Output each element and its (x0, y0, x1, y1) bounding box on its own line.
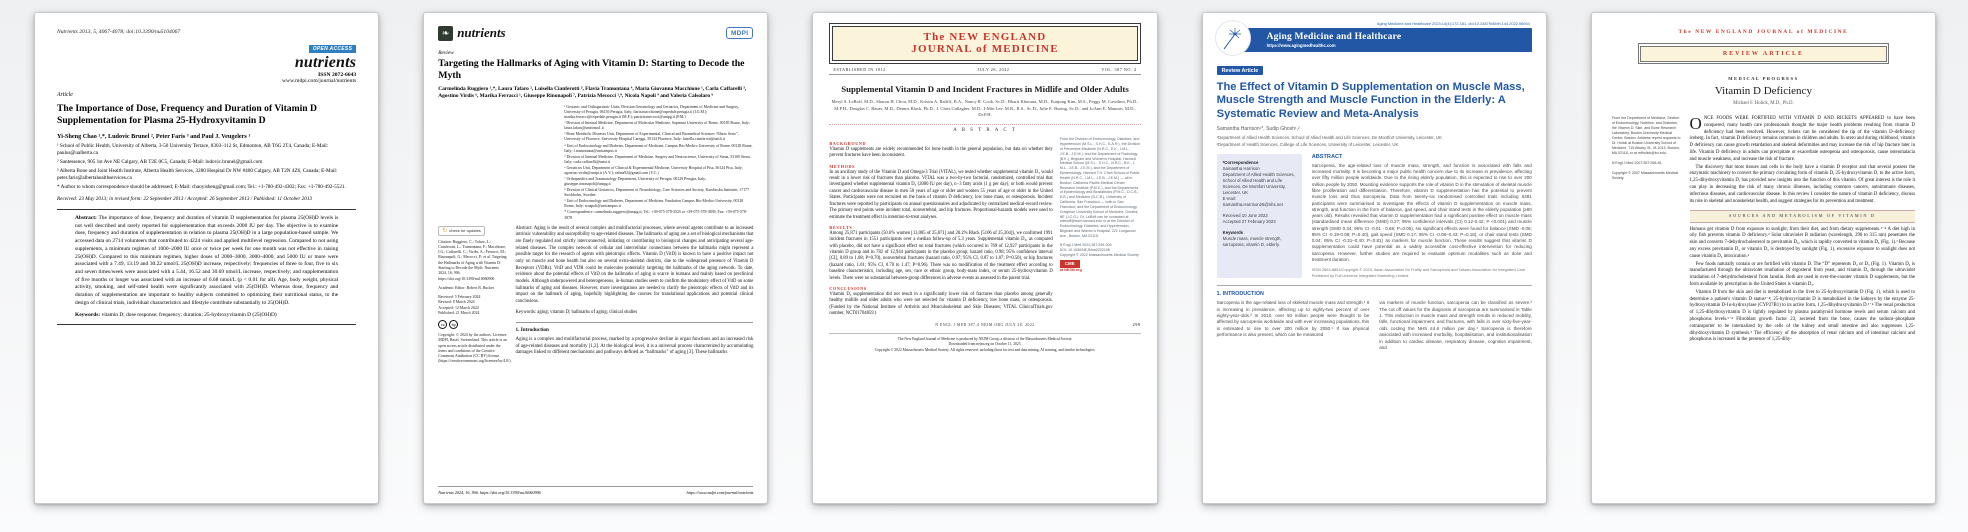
masthead-line2: JOURNAL of MEDICINE (911, 43, 1059, 56)
keywords-text: vitamin D; dose response; frequency; duration; 25-hydroxyvitamin D (25(OH)D) (101, 312, 277, 319)
affiliation-list (1217, 135, 1532, 147)
affiliation-item: ¹ School of Public Health, University of Alberta, 3-50 University Terrace, 8303–112 St, Edmonton, AB T6G 2T4, Canada; E-Mail: paulus@ualberta.ca (57, 142, 329, 156)
margin-notes-column (1612, 116, 1682, 345)
correspondence-note: * Correspondence: carmelinda.ruggiero@unipg.it; Tel.: +39-075-578-3525 or +39-075-578-3839; Fax: +39-075-578-3878 (564, 210, 748, 220)
accepted-line: Accepted: 12 March 2024 (438, 305, 479, 310)
divider (516, 322, 754, 323)
methods-heading: METHODS (829, 163, 856, 169)
affiliation-item: ⁸ Division of Clinical Geriatrics, Department of Neurobiology, Care Sciences and Society, Karolinska Institutet, 17177 Stockholm, Sweden (564, 188, 750, 198)
results-heading: RESULTS (829, 224, 853, 230)
cme-badge[interactable]: CME (1060, 260, 1080, 268)
page-footer (829, 323, 1140, 327)
nejm-masthead: The NEW ENGLAND JOURNAL of MEDICINE (1678, 29, 1849, 35)
affiliation-item: ¹ Geriatric and Orthogeriatric Units, Division Gerontology and Geriatrics, Department of Medicine and Surgery, University of Perugia, 06156 Perugia, Italy; ilaria.macchione@ospedale.perugia.it (I.G.M.); marika.ferracci@ospedale.perugia.it (M.F.); patrizia.mecocci@unipg.it (P.M.) (564, 105, 739, 120)
open-access-badge[interactable]: OPEN ACCESS (309, 45, 357, 53)
disclaimer-line: Copyright © 2022 Massachusetts Medical Society. All rights reserved, including those for text and data mining, AI training, and similar technologies. (874, 347, 1096, 352)
journal-url: www.mdpi.com/journal/nutrients (281, 77, 357, 84)
affiliation-item: ⁶ Geriatrics Unit, Department of Clinical & Experimental Medicine, University Hospital of Pisa, 56124 Pisa, Italy; agostino.virdis@unipi.it (A.V.); valina92@gmail.com (V.C.) (564, 165, 743, 175)
correspondence-label: *Correspondence (1222, 159, 1259, 165)
paragraph: Few foods naturally contain or are fortified with vitamin D. The “D” represents D₂ or D₃ (Fig. 1). Vitamin D₂ is manufactured through the ultraviolet irradiation of ergosterol from yeast, and vitamin D₃ through the ultraviolet irradiation of 7-dehydrocholesterol from lanolin. Both are used in over-the-counter vitamin D supplements, but the form available by prescription in the United States is vitamin D₃. (1689, 261, 1916, 287)
affiliation-item: ⁹ Unit of Endocrinology and Diabetes, Department of Medicine, Fundation Campus Bio-Medico University, 00128 Rome, Italy; n.napoli@unicampus.it (564, 199, 744, 209)
affiliation-item: ¹Department of Allied Health Sciences, School of Allied Health and Life Sciences, De Montfort University, Leicester, UK (1216, 135, 1442, 141)
nutrients-logo (438, 25, 505, 41)
copyright-line: Copyright © 2007 Massachusetts Medical Society. (1611, 171, 1679, 181)
journal-citation-line: Aging Medicine and Healthcare 2023;14(4):172-181. doi:10.33879/AMH.144.2022.06054 (1376, 21, 1530, 26)
affiliation-list (57, 143, 356, 191)
introduction-column-2: via markers of muscle function, sarcopenia can be classified as severe.³ The cut off values for the diagnosis of sarcopenia are summarised in Table 1. This reduction in muscle mass and strength results in reduced mobility, falls, functional impairment, and fractures, with falls in over sixty-five-year-olds costing the NHS £4.6 million per day.⁴ Sarcopenia is therefore associated with increased morbidity, hospitalisation, and institutionalisation in addition to cardiac disease, respiratory disease, cognitive impairment, and (1379, 300, 1532, 351)
paper-title: The Importance of Dose, Frequency and Duration of Vitamin D Supplementation for Plasma 25-Hydroxyvitamin D (57, 102, 317, 126)
review-article-frame (1638, 43, 1889, 64)
affiliation-item: ⁵ Division of Internal Medicine, Department of Medicine, Surgery and Neuroscience, University of Siena, 53100 Siena, Italy; carla.caffarelli@unisi.it (564, 154, 751, 164)
article-type-label: Review (438, 50, 454, 56)
history-block (438, 295, 507, 316)
paragraph: Humans get vitamin D from exposure to sunlight, from their diet, and from dietary supplements.¹⁻⁴ A diet high in oily fish prevents vitamin D deficiency.³ Solar ultraviolet B radiation (wavelength, 290 to 315 nm) penetrates the skin and converts 7-dehydrocholesterol to previtamin D₃, which is rapidly converted to vitamin D₃ (Fig. 1).¹ Because any excess previtamin D₃ or vitamin D₃ is destroyed by sunlight (Fig. 1), excessive exposure to sunlight does not cause vitamin D₃ intoxication.² (1689, 226, 1916, 259)
author-list: Yi-Sheng Chao ¹,*, Ludovic Brunel ², Peter Faris ³ and Paul J. Veugelers ¹ (57, 132, 251, 140)
main-text-column (1690, 116, 1915, 345)
introduction-heading: 1. Introduction (515, 327, 549, 334)
issue-date: JULY 28, 2022 (977, 67, 1010, 73)
affiliation-item: ² Division of Internal Medicine, Department of Molecular Medicine, Sapienza University of Rome, 00185 Rome, Italy; laura.tafaro@uniroma1.it (564, 121, 750, 131)
journal-citation-line: Nutrients 2013, 5, 4067-4078; doi:10.3390/nu5104067 (57, 29, 181, 35)
paper-nejm-2022[interactable] (812, 12, 1157, 504)
abstract-text: Abstract: Aging is the result of several complex and multifactorial processes, where several agents contribute to an increased intrinsic vulnerability and susceptibility to age-related diseases. The hallmarks of aging are a set of biological mechanisms that are finely regulated and strictly interconnected, initiating or contributing to biological changes and anticipating several age-related diseases. The complex network of cellular and intercellular connections between the hallmarks might represent a possible target for the research of agents with pleiotropic effects. Vitamin D (VitD) is known to have a positive impact not only on muscle and bone health but also on several extra-skeletal districts, due to the widespread presence of Vitamin D Receptors (VDRs). VitD and VDR could be molecules potentially targeting the hallmarks of the aging network. To date, evidence about the potential effects of VitD on the hallmarks of aging is scarce in humans and mainly based on preclinical models. Although underpowered and heterogeneous, in-human studies seem to confirm the modulatory effect of VitD on some hallmarks of aging and diseases. However, more investigations are needed to clarify the pleiotropic effects of VitD and its impact on the hallmark of aging, hopefully highlighting the courses for translational applications and potential clinical conclusions. (515, 225, 754, 305)
correspondence-name: Samantha Harrison (1222, 165, 1260, 171)
results-text: Among 25,871 participants (50.6% women [13,085 of 25,871] and 20.2% Black [5106 of 25,304]), we confirmed 1991 incident fractures in 1551 participants over a median follow-up of 5.3 years. Supplemental vitamin D₃, as compared with placebo, did not have a significant effect on total fractures (which occurred in 769 of 12,927 participants in the vitamin D group and in 782 of 12,944 participants in the placebo group; hazard ratio, 0.98; 95% confidence interval [CI], 0.89 to 1.08; P=0.70), nonvertebral fractures (hazard ratio, 0.97; 95% CI, 0.87 to 1.07; P=0.50), or hip fractures (hazard ratio, 1.01; 95% CI, 0.70 to 1.47; P=0.96). There was no modification of the treatment effect according to baseline characteristics, including age, sex, race or ethnic group, body-mass index, or serum 25-hydroxyvitamin D levels. There were no substantial between-group differences in adverse events as assessed in the parent trial. (829, 230, 1053, 281)
keywords-label: Keywords (1222, 230, 1244, 236)
nejm-citation: N Engl J Med 2022;387:299-309. (1059, 242, 1113, 247)
paper-title: Supplemental Vitamin D and Incident Fractures in Midlife and Older Adults (841, 84, 1129, 95)
affiliation-list (564, 105, 753, 221)
check-for-updates-badge[interactable] (438, 226, 485, 236)
disclaimer-line: Downloaded from nejm.org on October 11, 2025. (948, 342, 1022, 347)
review-article-box: REVIEW ARTICLE (1640, 46, 1886, 62)
nejm-masthead (832, 26, 1137, 61)
mdpi-badge[interactable]: MDPI (726, 27, 753, 39)
paper-4-content (1203, 13, 1546, 352)
two-column-body (829, 137, 1140, 317)
keywords-text: Muscle mass, muscle strength, sarcopenia, vitamin D, elderly. (1222, 236, 1282, 248)
affiliation-item: ³ Bone Metabolic Diseases Unit, Department of Experimental, Clinical and Biomedical Sciences “Mario Serio”, University of Florence, University Hospital Careggi, 50134 Florence, Italy; luisella.cianferotti@unifi.it (564, 132, 739, 142)
nutrients-logo-text: nutrients (457, 25, 506, 40)
cc-by-icon: by (449, 320, 458, 329)
paper-5-content (1592, 13, 1935, 345)
disclaimer-line: The New England Journal of Medicine is produced by NEJM Group, a division of the Massachusetts Medical Society. (897, 336, 1073, 341)
issn-copyright-line: ISSN 2663-8851/Copyright © 2023, Asian Association for Frailty and Sarcopenia and Taiwan Association for Integrated Care. Published by Full Universe Integrated Marketing Limited. (1311, 267, 1527, 278)
published-line: Published: 21 March 2024 (438, 310, 480, 315)
doi-line: DOI: 10.1056/NEJMoa2202106 (1059, 247, 1110, 252)
divider (57, 209, 356, 210)
abstract-heading: A B S T R A C T (953, 128, 1017, 134)
background-text: Vitamin D supplements are widely recommended for bone health in the general population, but data on whether they prevent fractures have been inconsistent. (829, 146, 1053, 159)
nutrients-leaf-icon: ❧ (438, 26, 453, 41)
author-list: Carmelinda Ruggiero ¹,*, Laura Tafaro ², Luisella Cianferotti ³, Flavia Tramontana ⁴, Maria Giovanna Macchione ¹, Carla Caffarelli ⁵, Agostino Virdis ⁶, Marika Ferracci ¹, Giuseppe Rinonapoli ⁷, Patrizia Mecocci ¹,⁸, Nicola Napoli ⁹ and Valeria Calsolaro ⁶ (438, 85, 747, 100)
issue-info-row (829, 64, 1140, 75)
paper-title: Targeting the Hallmarks of Aging with Vitamin D: Starting to Decode the Myth (438, 58, 745, 81)
paper-nutrients-2024[interactable] (423, 12, 768, 504)
received-line: Received 10 June 2022 (1222, 213, 1268, 219)
footer-journal-url: https://www.mdpi.com/journal/nutrients (686, 490, 754, 495)
drop-cap: O (1689, 114, 1702, 133)
introduction-heading: 1. INTRODUCTION (1216, 291, 1264, 298)
journal-header-right (57, 37, 356, 84)
paper-1-content (35, 13, 378, 325)
divider (1217, 285, 1532, 286)
background-heading: BACKGROUND (829, 141, 867, 147)
abstract-column (516, 226, 754, 369)
abstract-column (829, 137, 1052, 317)
two-column-body (438, 226, 753, 369)
conclusions-heading: CONCLUSIONS (829, 286, 867, 292)
article-type-label: Article (57, 91, 73, 98)
abstract-heading: ABSTRACT (1311, 153, 1343, 160)
affiliation-item: ⁷ Orthopaedics and Traumatology Department, University of Perugia, 06129 Perugia, Italy; giuseppe.rinonapoli@unipg.it (564, 177, 707, 187)
received-line: Received: 5 February 2024 (438, 295, 481, 300)
paragraph-text: NCE FOODS WERE FORTIFIED WITH VITAMIN D AND RICKETS APPEARED to have been conquered, many health care professionals thought the major health problems resulting from vitamin D deficiency had been resolved. However, rickets can be considered the tip of the vitamin D–deficiency iceberg. In fact, vitamin D deficiency remains common in children and adults. In utero and during childhood, vitamin D deficiency can cause growth retardation and skeletal deformities and may increase the risk of hip fracture later in life. Vitamin D deficiency in adults can precipitate or exacerbate osteopenia and osteoporosis, cause osteomalacia and muscle weakness, and increase the risk of fracture. (1689, 116, 1916, 162)
correspondence-note: * Author to whom correspondence should be addressed; E-Mail: chaoyisheng@gmail.com; Tel.: +1-780-492-4302; Fax: +1-780-492-5521. (57, 183, 346, 190)
issn-line: ISSN 2072-6643 (318, 71, 357, 78)
citation-reference (1060, 243, 1141, 258)
nutrients-logo: nutrients (294, 54, 357, 71)
affiliation-item: ³ Alberta Bone and Joint Health Institute, Alberta Health Services, 3280 Hospital Dr NW #400 Calgary, AB T2N 4Z6, Canada; E-Mail: peter.faris@albertahealthservices.ca (57, 167, 338, 181)
keywords-text: Keywords: aging; vitamin D; hallmarks of aging; clinical studies (515, 309, 638, 315)
two-column-body (1612, 116, 1915, 345)
divider (57, 324, 356, 325)
cme-at-nejm-label: at NEJM.org (1059, 268, 1082, 273)
correspondence-email: E-mail: Samantha.Harrison25@nhs.net (1222, 196, 1283, 208)
revised-line: Revised: 8 March 2024 (438, 300, 475, 305)
paper-nejm-2007[interactable] (1591, 12, 1936, 504)
correspondence-address: Department of Allied Health Sciences, School of Allied Health and Life Sciences, De Montfort University, Leicester, UK (1222, 171, 1295, 195)
page-number: 299 (1132, 321, 1141, 327)
keywords-label: Keywords: (75, 312, 101, 319)
abstract-block (75, 215, 338, 307)
introduction-column-1: Sarcopenia is the age-related loss of skeletal muscle mass and strength.¹ It is increasing in prevalence, affecting up to eighty-two percent of over eighty-year-olds.² In 2010, over 50 million people were thought to be affected by sarcopenia worldwide and with ever increasing populations, this is estimated to rise to over 200 million by 2050.¹ If low physical performance is also present, which can be measured (1216, 300, 1370, 338)
abstract-column (1312, 154, 1532, 278)
correspondence-sidebar (1217, 154, 1302, 278)
dandelion-logo-icon (1216, 21, 1250, 55)
citation-note: Citation: Ruggiero, C.; Tafaro, L.; Cianferotti, L.; Tramontana, F.; Macchione, I.G.; Caffarelli, C.; Virdis, A.; Ferracci, M.; Rinonapoli, G.; Mecocci, P.; et al. Targeting the Hallmarks of Aging with Vitamin D: Starting to Decode the Myth. Nutrients 2024, 16, 906. https://doi.org/10.3390/nu16060906 (438, 239, 507, 281)
cc-license-icons (438, 320, 507, 329)
review-article-badge: Review Article (1217, 66, 1264, 75)
abstract-text: Sarcopenia, the age-related loss of muscle mass, strength, and function is associated with falls and increased mortality. It is becoming a major public health concern due to its increase in prevalence, affecting over fifty million people worldwide. Due to the rising elderly population, this is expected to rise to over 200 million people by 2050. Mounting evidence supports the role of vitamin D in the stimulation of skeletal muscle fibre proliferation and differentiation. Therefore, vitamin D supplementation has the potential to prevent muscle loss and thus sarcopenia. Data from twenty-six randomised controlled trials including 6481 participants were summarised to investigate the effects of vitamin D supplementation on muscle mass, strength, and function in the form of balance, gait speed, and chair stand tests in the elderly population (≥60 years old). Results revealed that vitamin D supplementation had a significant positive effect on muscle mass (standardised mean difference (SMD) 0.27; 95% confidence intervals (CI) 0.12-0.42; P <0.001) and muscle strength (SMD 0.34; 95% CI -0.01 - 0.69; P=0.05). No significant effects were found for balance (SMD -0.06; 95% CI -0.19-0.08; P=0.40), gait speed (SMD 0.17; 95% CI -0.08–0.43; P=0.18), or chair stand tests (SMD 0.04; 95% CI -0.31–0.40; P=0.81) as markers for muscle function. These results suggest that vitamin D supplementation could have potential as a widely accessible cost-effective intervention for reducing sarcopenia. However, further studies are required to evaluate optimum modalities such as dose and treatment duration. (1311, 162, 1532, 262)
academic-editor-line: Academic Editor: Robert B. Rucker (438, 285, 495, 290)
cc-icon: cc (438, 320, 447, 329)
dandelion-svg (1220, 25, 1246, 51)
paper-title: The Effect of Vitamin D Supplementation on Muscle Mass, Muscle Strength and Muscle Function in the Elderly: A Systematic Review and Meta-Analysis (1216, 80, 1525, 120)
check-updates-label: check for updates (449, 227, 481, 233)
copyright-note: Copyright: © 2024 by the authors. Licensee MDPI, Basel, Switzerland. This article is an open access article distributed under the terms and conditions of the Creative Commons Attribution (CC BY) license (https://creativecommons.org/licenses/by/4.0/). (438, 333, 512, 364)
article-meta-sidebar (438, 226, 512, 369)
medical-progress-label: MEDICAL PROGRESS (1728, 76, 1799, 81)
affiliation-item: ⁴ Unit of Endocrinology and Diabetes, Department of Medicine, Campus Bio-Medico University of Rome, 00128 Rome, Italy; f.tramontana@unicampus.it (564, 143, 753, 153)
journal-header (438, 25, 753, 41)
paper-3-content (813, 13, 1156, 353)
page-footer (438, 486, 753, 495)
paragraph: Vitamin D from the skin and diet is metabolized in the liver to 25-hydroxyvitamin D (Fig. 1), which is used to determine a patient's vitamin D status¹⁻⁴; 25-hydroxyvitamin D is metabolized in the kidneys by the enzyme 25-hydroxyvitamin D-1α-hydroxylase (CYP27B1) to its active form, 1,25-dihydroxyvitamin D.¹⁻⁴ The renal production of 1,25-dihydroxyvitamin D is tightly regulated by plasma parathyroid hormone levels and serum calcium and phosphorus levels.¹⁻⁴ Fibroblast growth factor 23, secreted from the bone, causes the sodium–phosphate cotransporter to be internalized by the cells of the kidney and small intestine and also suppresses 1,25-dihydroxyvitamin D synthesis.⁵ The efficiency of the absorption of renal calcium and of intestinal calcium and phosphorus is increased in the presence of 1,25-dihy- (1689, 289, 1916, 343)
author-list: Meryl S. LeBoff, M.D., Sharon H. Chou, M.D., Kristin A. Ratliff, B.A., Nancy R. Cook, Sc.D., Bharti Khurana, M.D., Eunjung Kim, M.S., Peggy M. Cawthon, Ph.D., M.P.H., Douglas C. Bauer, M.D., Dennis Black, Ph.D., J. Chris Gallagher, M.D., I-Min Lee, M.B., B.S., Sc.D., Julie E. Buring, Sc.D., and JoAnn E. Manson, M.D., Dr.P.H. (831, 99, 1139, 118)
abstract-text: The importance of dose, frequency and duration of vitamin D supplementation for plasma 25(OH)D levels is not well described and rarely reported for supplementation that exceeds 2000 IU per day. The objective is to examine dose, frequency and duration of supplementation in relation to plasma 25(OH)D in a large population-based sample. We accessed data on 2714 volunteers that contributed to 4224 visits and applied multilevel regression. Compared to not using supplements, a minimum regimen of 1000–2000 IU once or twice per week for one month was not effective in raising 25(OH)D. Compared to this minimum regimen, higher doses of 2000–3000, 3000–4000, and 5000 IU or more were associated with a 7.49, 13.19 and 30.22 nmol/L 25(OH)D increase, respectively; frequencies of three to four, five to six and seven times/week were associated with a 5.44, 16.52 and 30.69 nmol/L increase, respectively; and supplementation of five months or longer was associated with an increase of 6.68 nmol/L (p < 0.01 for all). Age, body weight, physical activity, smoking, and self-rated health were significantly associated with 25(OH)D. Whereas dose, frequency and duration of supplementation are important to healthy subjects committed to optimizing their nutritional status, to the design of clinical trials, individual characteristics and lifestyle contribute substantially to 25(OH)D. (75, 215, 339, 306)
accepted-line: Accepted 27 February 2023 (1222, 219, 1276, 225)
abstract-label: Abstract: (75, 215, 97, 222)
volume-number: VOL. 387 NO. 4 (1101, 67, 1137, 73)
margin-notes-column (1060, 137, 1141, 317)
paper-2-content (424, 13, 767, 495)
updates-icon: ↻ (442, 227, 448, 234)
download-disclaimer (829, 333, 1140, 354)
paragraph: The discovery that most tissues and cells in the body have a vitamin D receptor and that several possess the enzymatic machinery to convert the primary circulating form of vitamin D, 25-hydroxyvitamin D, to the active form, 1,25-dihydroxyvitamin D, has provided new insights into the function of this vitamin. Of great interest is the role it can play in decreasing the risk of many chronic illnesses, including common cancers, autoimmune diseases, infectious diseases, and cardiovascular disease. In this review I consider the nature of vitamin D deficiency, discuss its role in skeletal and nonskeletal health, and suggest strategies for its prevention and treatment. (1689, 164, 1916, 204)
journal-url: https://www.agingmedhealthc.com (1266, 43, 1336, 48)
methods-text: In an ancillary study of the Vitamin D and Omega-3 Trial (VITAL), we tested whether supplemental vitamin D₃ would result in a lower risk of fractures than placebo. VITAL was a two-by-two factorial, randomized, controlled trial that investigated whether supplemental vitamin D₃ (2000 IU per day), n−3 fatty acids (1 g per day), or both would prevent cancer and cardiovascular disease in men 50 years of age or older and women 55 years of age or older in the United States. Participants were not recruited on the basis of vitamin D deficiency, low bone mass, or osteoporosis. Incident fractures were reported by participants on annual questionnaires and adjudicated by centralized medical-record review. The primary end points were incident total, nonvertebral, and hip fractures. Proportional-hazards models were used to estimate the treatment effect in intention-to-treat analyses. (829, 169, 1053, 220)
author-list: Samantha Harrison¹*, Sudip Ghosh¹,² (1216, 126, 1300, 133)
paper-title: Vitamin D Deficiency (1714, 85, 1812, 97)
dotted-divider (829, 124, 1140, 125)
journal-name: Aging Medicine and Healthcare (1266, 32, 1402, 42)
introduction-text: Aging is a complex and multifactorial process, marked by a progressive decline in organ functions and an increased risk of age-related diseases and mortality [1,2]. At the biological level, it is a universal process characterized by accumulating damages linked to different mechanisms and pathways defined as “hallmarks” of aging [3]. These hallmarks (515, 336, 754, 356)
two-column-body (1217, 154, 1532, 278)
masthead-line1: The NEW ENGLAND (923, 31, 1047, 43)
paper-nutrients-2013[interactable] (34, 12, 379, 504)
running-footer: N ENGL J MED 387;4 NEJM.ORG JULY 28, 2022 (935, 322, 1035, 327)
affiliation-note: From the Department of Medicine, Section of Endocrinology, Nutrition, and Diabetes, the Vitamin D, Skin, and Bone Research Laboratory, Boston University Medical Center, Boston. Address reprint requests to Dr. Holick at Boston University School of Medicine, 715 Albany St., M-1013, Boston, MA 02118, or at mfholick@bu.edu. (1611, 116, 1681, 156)
introduction-columns (1217, 300, 1532, 352)
established-label: ESTABLISHED IN 1812 (833, 67, 886, 73)
nejm-citation: N Engl J Med 2007;357:266-81. (1611, 161, 1663, 166)
affiliation-item: ²Department of Health Sciences, College of Life Sciences, University of Leicester, Leicester, UK (1216, 141, 1399, 147)
copyright-line: Copyright © 2022 Massachusetts Medical Society. (1059, 252, 1140, 257)
opening-paragraph (1690, 116, 1915, 164)
footer-citation: Nutrients 2024, 16, 906. https://doi.org/10.3390/nu16060906 (438, 490, 541, 495)
journal-banner (1223, 28, 1532, 52)
nejm-masthead-frame (829, 23, 1140, 64)
affiliation-note: From the Division of Endocrinology, Diabetes, and Hypertension (M.S.L., S.H.C., K.A.R.), the Division of Preventive Medicine (N.R.C., E.K., I-M.L., J.E.B., J.E.M.), and the Department of Radiology (B.K.), Brigham and Women's Hospital, Harvard Medical School (M.S.L., S.H.C., N.R.C., B.K., I-M.L., J.E.B., J.E.M.), and the Department of Epidemiology, Harvard T.H. Chan School of Public Health (N.R.C., I-M.L., J.E.B., J.E.M.) — all in Boston; California Pacific Medical Center Research Institute (P.M.C.), and the Departments of Epidemiology and Biostatistics (P.M.C., D.C.B., D.B.) and Medicine (D.C.B.), University of California, San Francisco — both in San Francisco; and the Department of Endocrinology, Creighton University School of Medicine, Omaha, NE (J.C.G.). Dr. LeBoff can be contacted at mleboff@bwh.harvard.edu or at the Division of Endocrinology, Diabetes, and Hypertension, Brigham and Women's Hospital, 221 Longwood Ave., Boston, MA 02115. (1059, 137, 1141, 239)
article-history-line: Received: 23 May 2013; in revised form: 22 September 2013 / Accepted: 26 September 2013 / Published: 11 October 2013 (57, 195, 313, 202)
keywords-block (75, 312, 338, 318)
author-name: Michael F. Holick, M.D., Ph.D. (1733, 101, 1794, 106)
conclusions-text: Vitamin D₃ supplementation did not result in a significantly lower risk of fractures than placebo among generally healthy midlife and older adults who were not selected for vitamin D deficiency, low bone mass, or osteoporosis. (Funded by the National Institute of Arthritis and Musculoskeletal and Skin Diseases; VITAL ClinicalTrials.gov number, NCT01704859.) (829, 291, 1053, 317)
affiliation-item: ² Santessence, 905 1st Ave NE Calgary, AB T2E 0C5, Canada; E-Mail: ludovic.brunel@gmail.com (57, 158, 263, 165)
section-heading: SOURCES AND METABOLISM OF VITAMIN D (1690, 210, 1915, 222)
paper-amh-2023[interactable] (1202, 12, 1547, 504)
